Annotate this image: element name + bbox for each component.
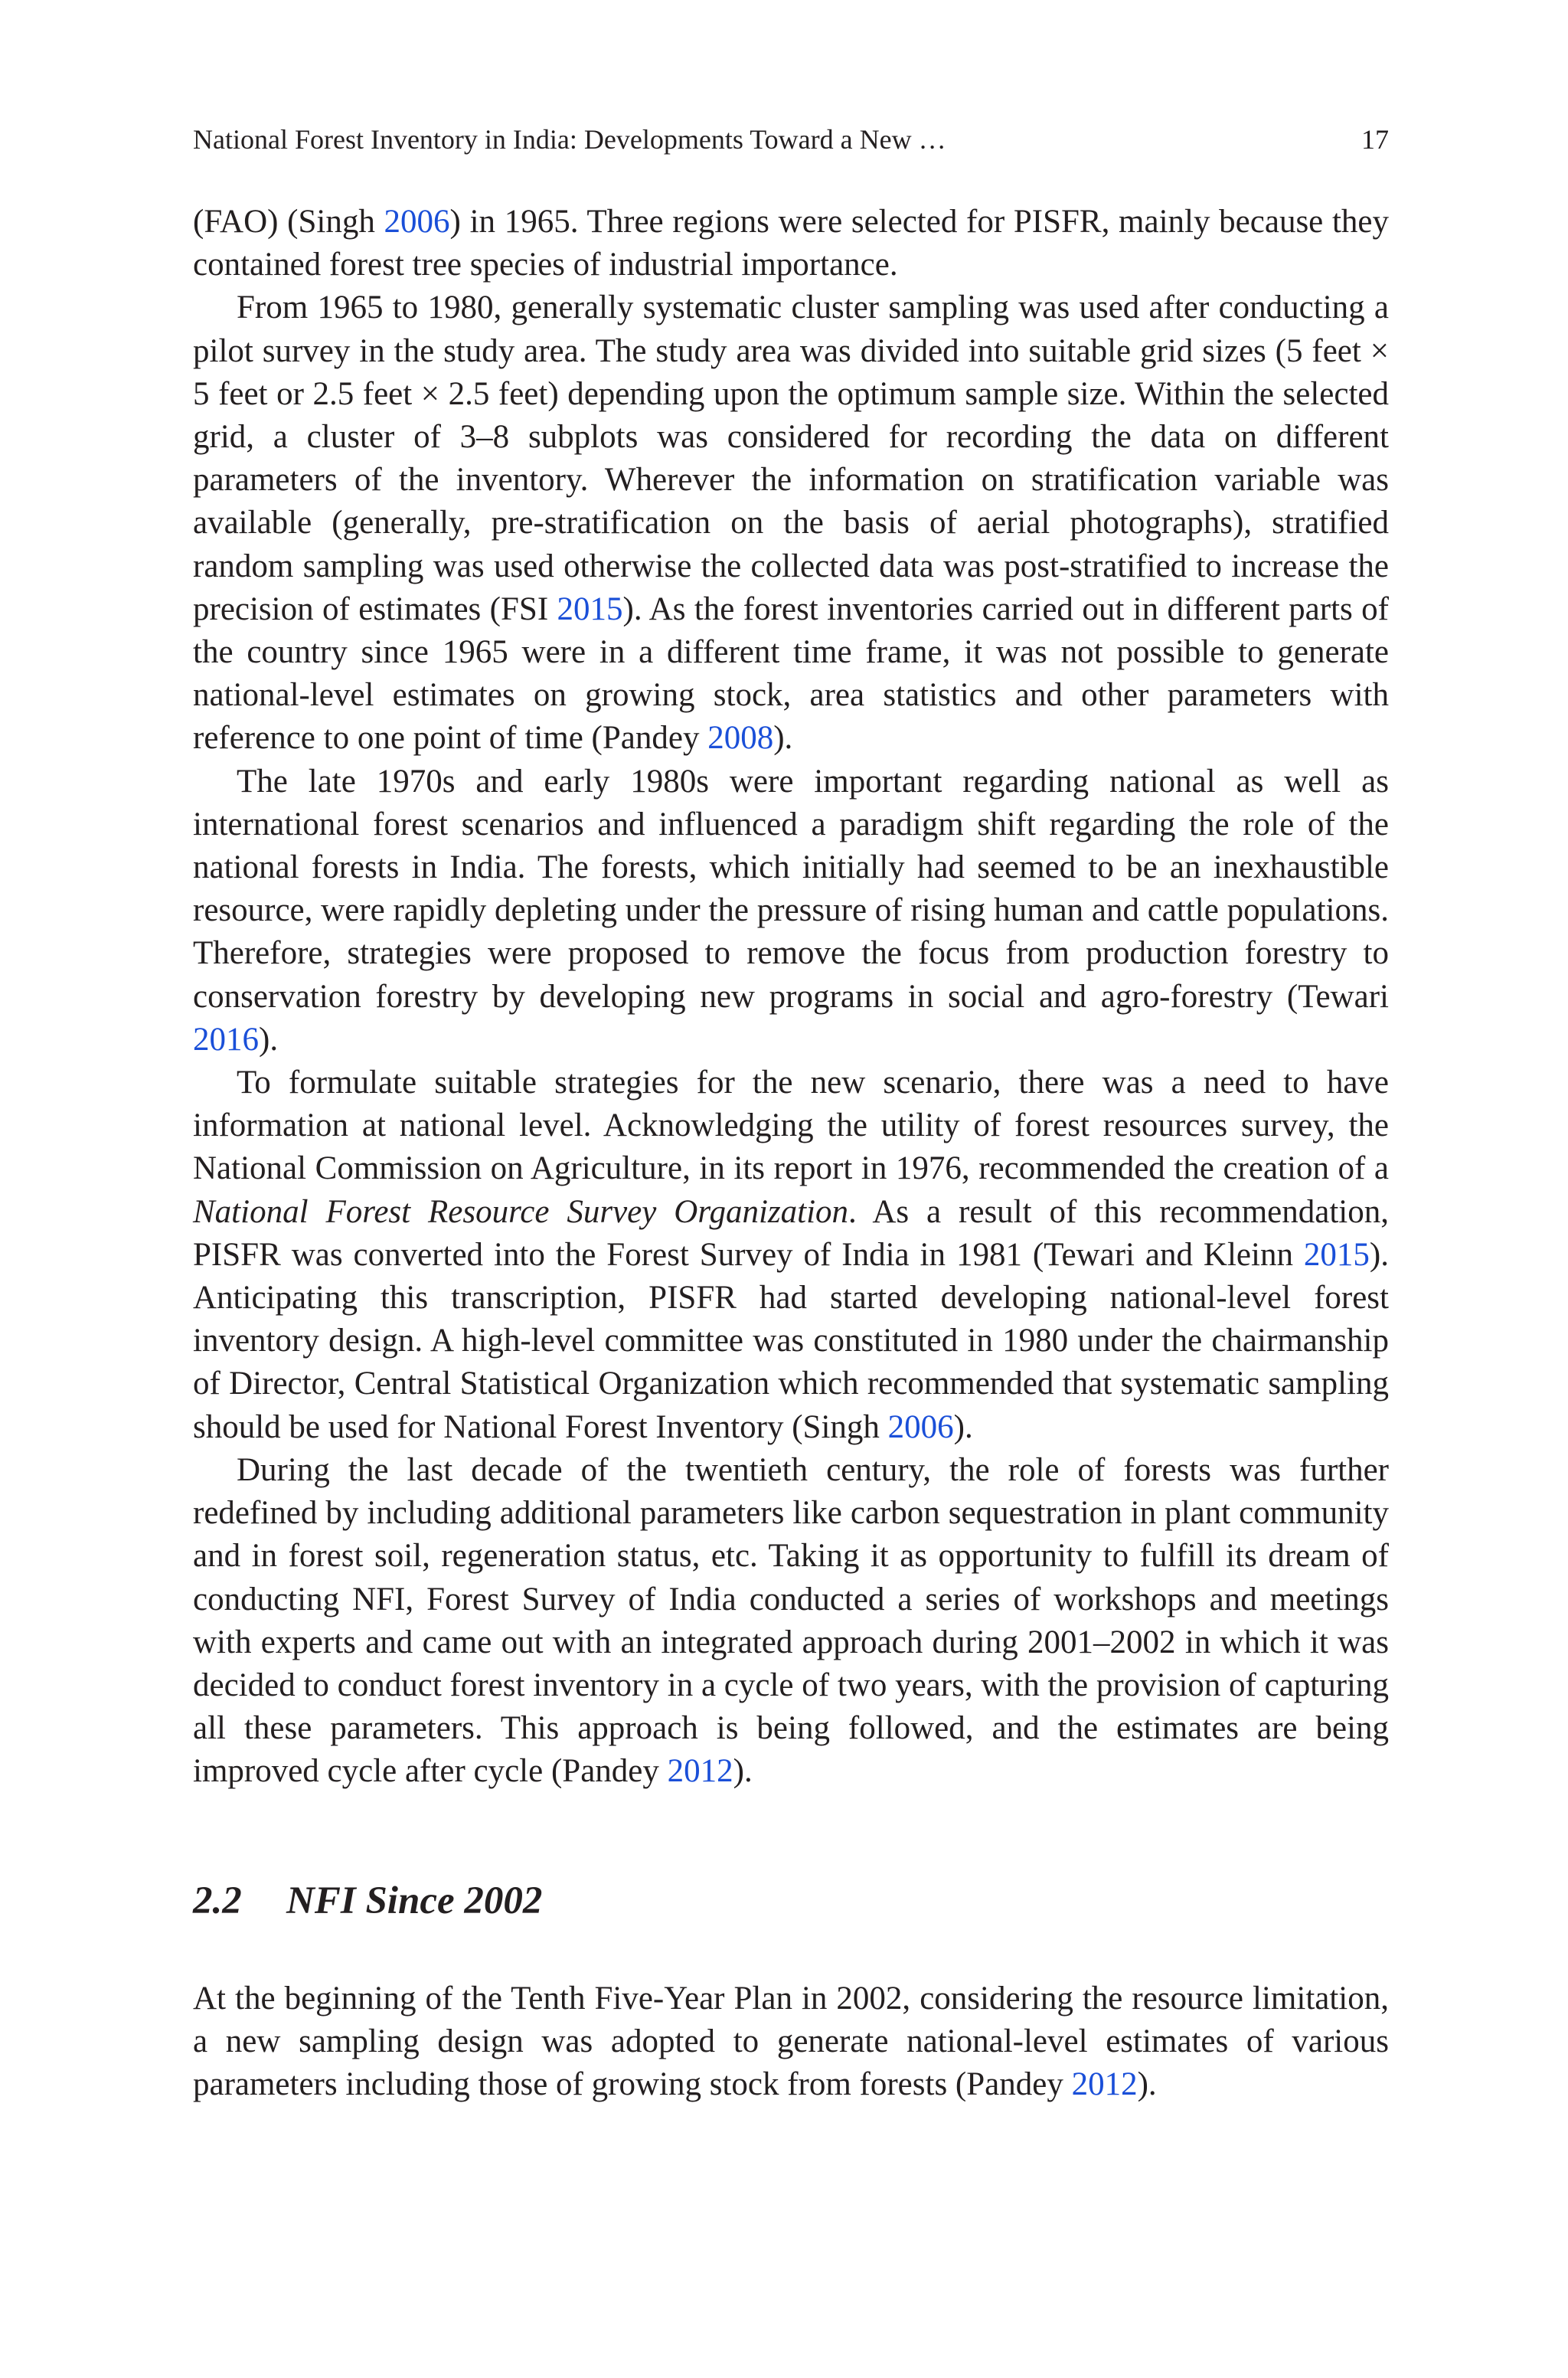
paragraph-text: ). [773, 720, 793, 757]
section-heading [193, 1878, 1389, 1924]
running-title: National Forest Inventory in India: Developments Toward a New … [193, 124, 946, 155]
paragraph-text: . As a result of this recommendation, PISFR was converted into the Forest Survey of India in 1981 (Tewari and Kleinn [193, 1193, 1389, 1273]
paragraph-text: ). [953, 1408, 973, 1445]
paragraph-text: ). As the forest inventories carried out in different parts of the country since 1965 were in a different time frame, it was not possible to generate national-level estimates on growing stock, area statistics and other parameters with reference to one point of time (Pandey [193, 590, 1389, 757]
citation-link[interactable]: 2006 [887, 1408, 954, 1445]
paragraph [193, 201, 1389, 286]
paragraph-text: ). [259, 1021, 279, 1058]
citation-link[interactable]: 2016 [193, 1021, 259, 1058]
paragraph-text: During the last decade of the twentieth century, the role of forests was further redefined by including additional parameters like carbon sequestration in plant community and in forest soil, regeneration status, etc. Taking it as opportunity to fulfill its dream of conducting NFI, Forest Survey of India conducted a series of workshops and meetings with experts and came out with an integrated approach during 2001–2002 in which it was decided to conduct forest inventory in a cycle of two years, with the provision of capturing all these parameters. This approach is being followed, and the estimates are being improved cycle after cycle (Pandey [193, 1451, 1389, 1790]
citation-link[interactable]: 2012 [1071, 2066, 1138, 2102]
paragraph-text: From 1965 to 1980, generally systematic cluster sampling was used after conducting a pilot survey in the study area. The study area was divided into suitable grid sizes (5 feet × 5 feet or 2.5 feet × 2.5 feet) depending upon the optimum sample size. Within the selected grid, a cluster of 3–8 subplots was considered for recording the data on different parameters of the inventory. Wherever the information on stratification variable was available (generally, pre-stratification on the basis of aerial photographs), stratified random sampling was used otherwise the collected data was post-stratified to increase the precision of estimates (FSI [193, 289, 1389, 627]
citation-link[interactable]: 2006 [384, 204, 450, 240]
paragraph-text: ) in 1965. Three regions were selected for PISFR, mainly because they contained forest tree species of industrial importance. [193, 204, 1389, 283]
page [193, 123, 1389, 2106]
running-header [193, 123, 1389, 156]
paragraph [193, 761, 1389, 1061]
paragraph-text: At the beginning of the Tenth Five-Year Plan in 2002, considering the resource limitation, a new sampling design was adopted to generate national-level estimates of various parameters including those of growing stock from forests (Pandey [193, 1980, 1389, 2102]
italic-text: National Forest Resource Survey Organization [193, 1193, 849, 1230]
paragraph-text: ). Anticipating this transcription, PISFR had started developing national-level forest inventory design. A high-level committee was constituted in 1980 under the chairmanship of Director, Central Statistical Organization which recommended that systematic sampling should be used for National Forest Inventory (Singh [193, 1236, 1389, 1445]
paragraph [193, 286, 1389, 760]
paragraph-text: ). [733, 1753, 753, 1790]
section-body [193, 1977, 1389, 2107]
paragraph [193, 1977, 1389, 2107]
section-number: 2.2 [193, 1879, 242, 1922]
paragraph-text: The late 1970s and early 1980s were important regarding national as well as international forest scenarios and influenced a paradigm shift regarding the role of the national forests in India. The forests, which initially had seemed to be an inexhaustible resource, were rapidly depleting under the pressure of rising human and cattle populations. Therefore, strategies were proposed to remove the focus from production forestry to conservation forestry by developing new programs in social and agro-forestry (Tewari [193, 763, 1389, 1015]
citation-link[interactable]: 2015 [557, 590, 623, 627]
paragraph-text: ). [1137, 2066, 1157, 2102]
page-number: 17 [1361, 124, 1389, 155]
citation-link[interactable]: 2008 [707, 720, 774, 757]
citation-link[interactable]: 2012 [667, 1753, 733, 1790]
paragraph [193, 1061, 1389, 1449]
section-title: NFI Since 2002 [286, 1879, 543, 1922]
paragraph-text: (FAO) (Singh [193, 204, 384, 240]
paragraph [193, 1449, 1389, 1794]
body-text [193, 201, 1389, 1794]
citation-link[interactable]: 2015 [1303, 1236, 1370, 1273]
paragraph-text: To formulate suitable strategies for the new scenario, there was a need to have information at national level. Acknowledging the utility of forest resources survey, the National Commission on Agriculture, in its report in 1976, recommended the creation of a [193, 1065, 1389, 1187]
